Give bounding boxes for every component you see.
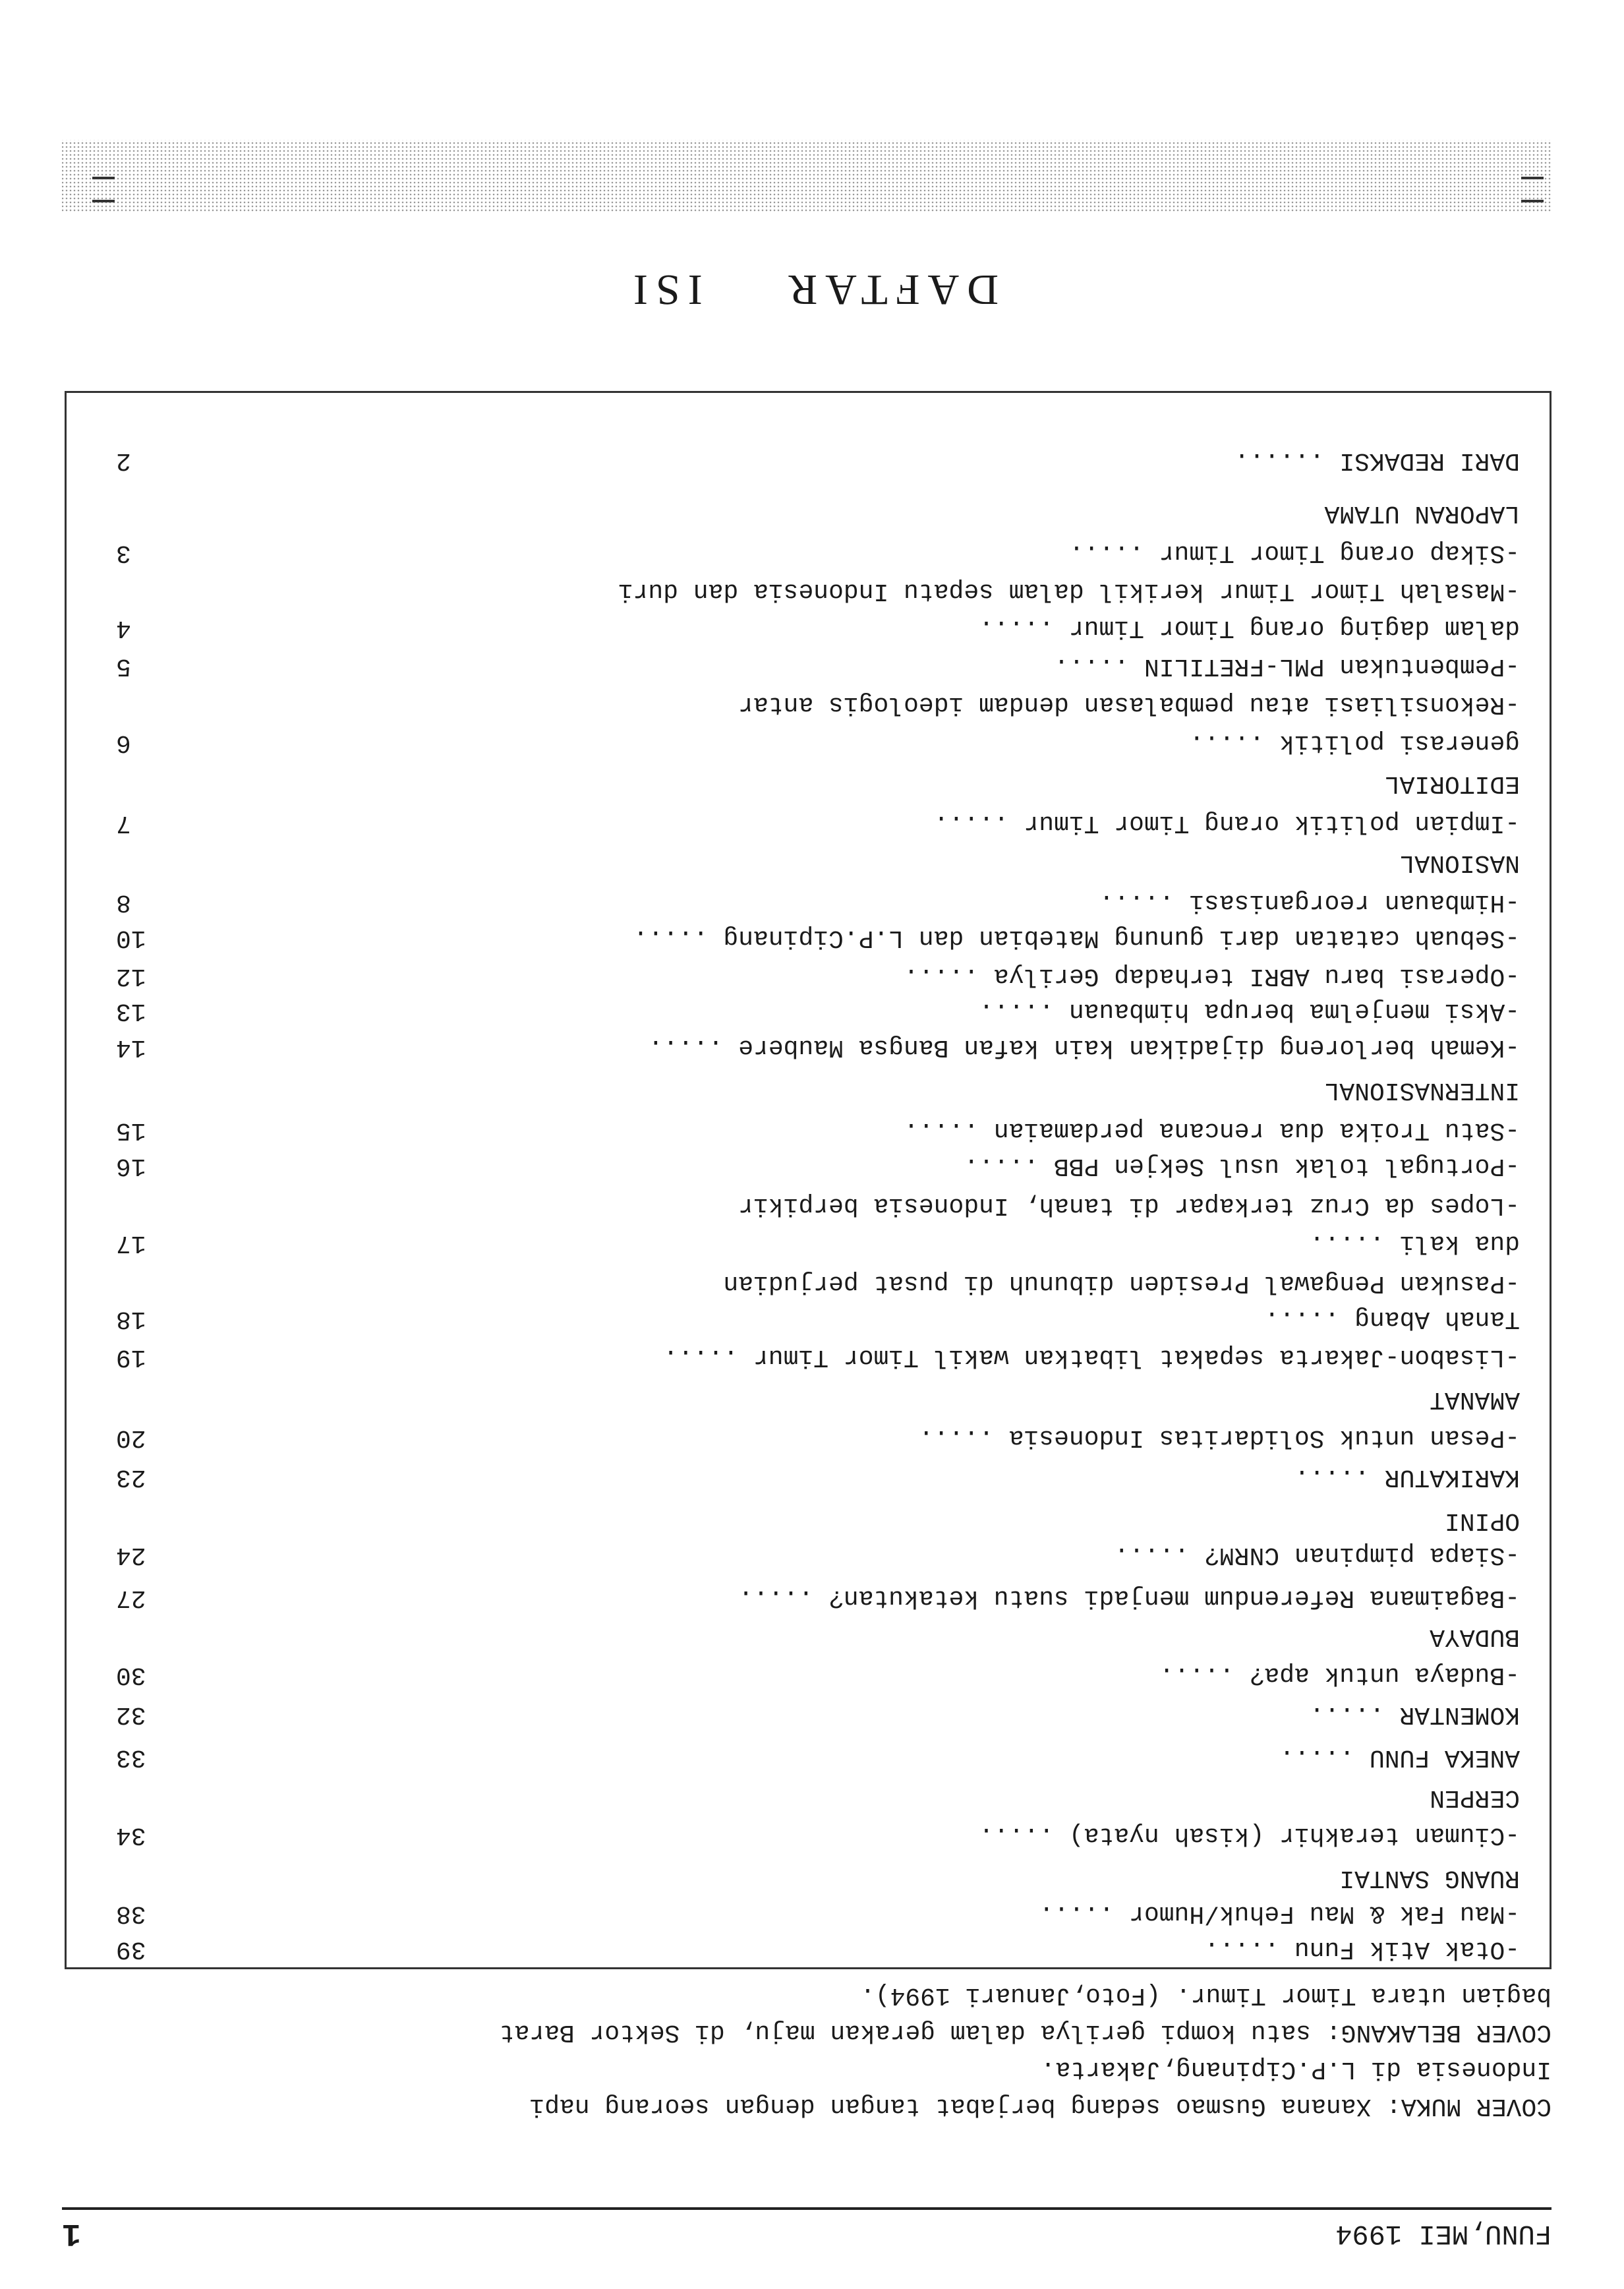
table-of-contents	[65, 391, 1552, 1969]
toc-entry	[67, 1932, 1550, 1966]
toc-entry-label: CERPEN	[1430, 1783, 1520, 1812]
toc-entry	[67, 687, 1550, 721]
toc-entry-page: 24	[116, 1541, 146, 1569]
running-header	[62, 2207, 1552, 2256]
toc-entry	[67, 1657, 1550, 1692]
toc-entry-page: 19	[116, 1343, 146, 1371]
toc-entry	[67, 1188, 1550, 1222]
toc-entry	[67, 1266, 1550, 1300]
toc-entry	[67, 535, 1550, 570]
toc-entry	[67, 994, 1550, 1028]
toc-entry-label: -Kemah berloreng dijadikan kain kafan Bangsa Maubere .....	[648, 1033, 1520, 1061]
toc-entry	[67, 1503, 1550, 1537]
toc-entry	[67, 1780, 1550, 1814]
registration-mark	[1521, 177, 1544, 179]
toc-entry	[67, 1697, 1550, 1731]
toc-entry-label: -Impian politik orang Timor Timur .....	[933, 809, 1520, 837]
toc-entry	[67, 649, 1550, 683]
toc-entry	[67, 1382, 1550, 1416]
toc-entry-page: 23	[116, 1463, 146, 1491]
toc-entry-page: 20	[116, 1423, 146, 1452]
toc-entry	[67, 574, 1550, 608]
toc-entry-page: 16	[116, 1152, 146, 1180]
toc-entry	[67, 1537, 1550, 1572]
toc-entry-label: -Bagaimana Referendum menjadi suatu ketakutan? .....	[738, 1584, 1520, 1612]
cover-note-line: COVER BELAKANG: satu kompi gerilya dalam gerakan maju, di Sektor Barat	[499, 2018, 1552, 2046]
toc-entry-page: 6	[116, 728, 131, 757]
toc-entry	[67, 806, 1550, 840]
toc-entry-page: 7	[116, 809, 131, 837]
toc-entry-label: DARI REDAKSI ......	[1234, 446, 1520, 475]
toc-entry-label: -Sebuah catatan dari gunung Matebian dan L.P.Cipinang .....	[633, 924, 1520, 952]
toc-entry-page: 13	[116, 997, 146, 1025]
toc-entry-label: -Lisabon-Jakarta sepakat libatkan wakil Timor Timur .....	[663, 1343, 1520, 1371]
issue-date: FUNU,MEI 1994	[1335, 2218, 1552, 2249]
toc-entry-label: RUANG SANTAI	[1339, 1864, 1520, 1892]
toc-entry-label: -Lopes da Cruz terkapar di tanah, Indonesia berpikir	[738, 1191, 1520, 1220]
toc-entry-label: -Pasukan Pengawal Presiden dibunuh di pusat perjudian	[723, 1269, 1520, 1297]
toc-entry	[67, 766, 1550, 800]
toc-entry-page: 15	[116, 1116, 146, 1144]
toc-entry-label: dalam daging orang Timor Timur .....	[979, 614, 1520, 642]
toc-entry	[67, 1420, 1550, 1454]
toc-entry-page: 34	[116, 1821, 146, 1849]
toc-entry	[67, 1340, 1550, 1374]
toc-entry-page: 38	[116, 1899, 146, 1928]
toc-entry-label: Tanah Abang .....	[1264, 1305, 1520, 1333]
toc-entry	[67, 1860, 1550, 1895]
toc-entry-label: -Siapa pimpinan CNRM? .....	[1114, 1541, 1520, 1569]
toc-entry-label: -Rekonsiliasi atau pembalasan dendam ideologis antar	[738, 690, 1520, 719]
toc-entry	[67, 1580, 1550, 1615]
toc-entry-page: 14	[116, 1033, 146, 1061]
toc-entry-label: -Masalah Timor Timur kerikil dalam sepatu Indonesia dan duri	[618, 577, 1520, 605]
toc-entry-label: dua kali .....	[1309, 1229, 1520, 1257]
toc-entry	[67, 1896, 1550, 1930]
toc-entry	[67, 1030, 1550, 1064]
toc-entry-label: generasi politik .....	[1189, 728, 1520, 757]
toc-entry	[67, 1619, 1550, 1653]
toc-entry-page: 32	[116, 1700, 146, 1729]
toc-entry-page: 8	[116, 888, 131, 916]
toc-entry-page: 30	[116, 1661, 146, 1689]
registration-mark	[92, 200, 115, 202]
toc-entry-page: 39	[116, 1935, 146, 1963]
toc-entry-page: 33	[116, 1743, 146, 1771]
toc-entry-label: -Himbauan reorganisasi .....	[1099, 888, 1520, 916]
toc-entry-label: ANEKA FUNU .....	[1279, 1743, 1520, 1771]
toc-entry	[67, 1073, 1550, 1107]
toc-entry-label: INTERNASIONAL	[1324, 1076, 1520, 1104]
toc-entry-page: 27	[116, 1584, 146, 1612]
toc-entry	[67, 1301, 1550, 1336]
toc-entry	[67, 1460, 1550, 1494]
page-title: DAFTAR ISI	[625, 266, 999, 314]
toc-entry-label: -Portugal tolak usul Sekjen PBB .....	[964, 1152, 1520, 1180]
page-number: 1	[62, 2215, 81, 2251]
toc-entry-label: KOMENTAR .....	[1309, 1700, 1520, 1729]
toc-entry-label: -Aksi menjelma berupa himbauan .....	[979, 997, 1520, 1025]
toc-entry-label: -Ciuman terakhir (kisah nyata) .....	[979, 1821, 1520, 1849]
toc-entry-page: 5	[116, 652, 131, 680]
toc-entry-page: 10	[116, 924, 146, 952]
toc-entry-label: EDITORIAL	[1384, 769, 1520, 798]
toc-entry	[67, 496, 1550, 530]
toc-entry-label: -Sikap orang Timor Timur .....	[1068, 539, 1520, 567]
toc-entry-label: LAPORAN UTAMA	[1324, 499, 1520, 527]
toc-entry-label: OPINI	[1444, 1506, 1520, 1535]
toc-entry	[67, 1148, 1550, 1183]
cover-note-line: Indonesia di L.P.Cipinang,Jakarta.	[1040, 2055, 1552, 2083]
toc-entry-label: -Satu Troika dua rencana perdamaian .....	[904, 1116, 1520, 1144]
cover-note-line: bagian utara Timor Timur. (Foto,Januari 1994).	[860, 1981, 1552, 2009]
toc-entry-label: AMANAT	[1430, 1385, 1520, 1413]
toc-entry-page: 18	[116, 1305, 146, 1333]
toc-entry-page: 4	[116, 614, 131, 642]
toc-entry-label: -Budaya untuk apa? .....	[1159, 1661, 1520, 1689]
toc-entry	[67, 1818, 1550, 1852]
toc-entry-label: -Pesan untuk Solidaritas Indonesia .....	[918, 1423, 1520, 1452]
toc-entry-label: KARIKATUR .....	[1294, 1463, 1520, 1491]
toc-entry	[67, 845, 1550, 879]
halftone-band	[62, 140, 1552, 212]
toc-entry	[67, 920, 1550, 955]
toc-entry	[67, 1113, 1550, 1147]
toc-entry-label: -Mau Fak & Mau Fehuk/Humor .....	[1039, 1899, 1520, 1928]
cover-note-line: COVER MUKA: Xanana Gusmao sedang berjabat tangan dengan seorang napi	[529, 2092, 1552, 2120]
toc-entry-label: NASIONAL	[1399, 848, 1520, 877]
toc-entry-label: BUDAYA	[1430, 1622, 1520, 1651]
toc-entry-page: 12	[116, 962, 146, 990]
toc-entry-label: -Otak Atik Funu .....	[1204, 1935, 1520, 1963]
toc-entry-label: -Operasi baru ABRI terhadap Gerilya .....	[904, 962, 1520, 990]
toc-entry	[67, 1740, 1550, 1774]
toc-entry	[67, 725, 1550, 759]
toc-entry	[67, 610, 1550, 645]
toc-entry-page: 2	[116, 446, 131, 475]
registration-mark	[1521, 200, 1544, 202]
registration-mark	[92, 177, 115, 179]
toc-entry	[67, 959, 1550, 993]
toc-entry-page: 3	[116, 539, 131, 567]
toc-entry-page: 17	[116, 1229, 146, 1257]
toc-entry	[67, 885, 1550, 919]
cover-notes	[62, 1977, 1552, 2124]
toc-entry	[67, 1226, 1550, 1260]
toc-entry	[67, 443, 1550, 477]
toc-entry-label: -Pembentukan PML-FRETILIN .....	[1054, 652, 1520, 680]
